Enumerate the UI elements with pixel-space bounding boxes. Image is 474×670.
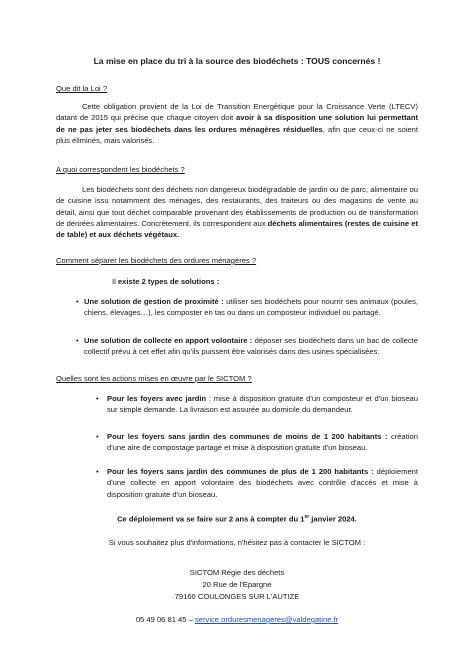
contact-intro: Si vous souhaitez plus d'informations, n'hésitez pas à contacter le SICTOM : bbox=[108, 538, 366, 547]
bullet-icon: • bbox=[96, 467, 99, 476]
heading-what: A quoi correspondent les biodéchets ? bbox=[56, 165, 185, 174]
solution-collect bbox=[84, 335, 418, 358]
solution-collect-title: Une solution de collecte en apport volontaire : bbox=[84, 336, 253, 345]
bullet-icon: • bbox=[76, 297, 79, 306]
solution-proximity bbox=[84, 296, 418, 319]
action-small-communes-title: Pour les foyers sans jardin des communes de moins de 1 200 habitants : bbox=[107, 432, 388, 441]
solution-proximity-title: Une solution de gestion de proximité : bbox=[84, 297, 224, 306]
heading-how: Comment séparer les biodéchets des ordures ménagères ? bbox=[56, 256, 257, 265]
intro-bold: existe 2 types de solutions : bbox=[117, 277, 220, 286]
action-large-communes-title: Pour les foyers sans jardin des communes de plus de 1 200 habitants : bbox=[107, 467, 374, 476]
action-large-communes bbox=[107, 466, 418, 500]
address-street: 20 Rue de l'Epargne bbox=[202, 580, 272, 589]
solution-collect-text: déposer ses biodéchets dans un bac de collecte collectif prévu à cet effet afin qu'ils puissent être valorisés dans des usines spécialisées. bbox=[84, 336, 418, 357]
contact-separator: – bbox=[186, 615, 195, 624]
contact-line bbox=[0, 615, 474, 624]
heading-actions: Quelles sont les actions mises en œuvre par le SICTOM ? bbox=[56, 374, 252, 383]
heading-law: Que dit la Loi ? bbox=[56, 84, 108, 93]
deploy-text: Ce déploiement va se faire sur 2 ans à compter du 1 bbox=[117, 514, 305, 524]
address-city: 79160 COULONGES SUR L'AUTIZE bbox=[174, 592, 300, 601]
paragraph-law bbox=[56, 101, 418, 146]
page-title: La mise en place du tri à la source des biodéchets : TOUS concernés ! bbox=[93, 56, 381, 66]
what-text-bold: déchets alimentaires (restes de cuisine et de table) et aux déchets végétaux. bbox=[56, 218, 418, 240]
action-with-garden bbox=[107, 393, 418, 416]
deployment-note bbox=[0, 514, 474, 524]
paragraph-what bbox=[56, 184, 418, 240]
action-with-garden-title: Pour les foyers avec jardin bbox=[107, 394, 207, 403]
phone-number: 05 49 06 81 45 bbox=[135, 615, 187, 624]
deploy-superscript: er bbox=[304, 514, 310, 520]
solution-proximity-text: utiliser ses biodéchets pour nourrir ses animaux (poules, chiens, élevages…), les composter en tas ou dans un composteur individuel ou partagé. bbox=[84, 297, 418, 318]
deploy-period: . bbox=[354, 514, 357, 524]
deploy-date: janvier 2024 bbox=[309, 514, 355, 524]
action-with-garden-text: : mise à disposition gratuite d'un composteur et d'un bioseau sur simple demande. La livraison est assurée au domicile du demandeur. bbox=[107, 394, 418, 415]
law-text-bold: avoir à sa disposition une solution lui permettant de ne pas jeter ses biodéchets dans les ordures ménagères résiduelles bbox=[56, 113, 418, 134]
law-text-a: Cette obligation provient de la Loi de Transition Energétique pour la Croissance Verte (LTECV) datant de 2015 qui précise que chaque citoyen doit bbox=[56, 102, 418, 123]
what-text-a: Les biodéchets sont des déchets non dangereux biodégradable de jardin ou de parc, alimentaire ou de cuisine issu notamment des ménages, des restaurants, des traiteurs ou des magasins de vente au détail, ainsi que tout déchet comparable provenant des établissements de production ou de transformation de denrées alimentaires. Concrètement, ils correspondent aux bbox=[56, 185, 418, 228]
action-large-communes-text: déploiement d'une collecte en apport volontaire des biodéchets avec contrôle d'accès et mise à disposition gratuite d'un bioseau. bbox=[107, 467, 418, 499]
email-link[interactable]: service.orduresmenageres@valdegatine.fr bbox=[194, 615, 339, 624]
address-name: SICTOM Régie des déchets bbox=[189, 568, 285, 577]
bullet-icon: • bbox=[96, 432, 99, 441]
law-text-c: , afin que ceux-ci ne soient plus éliminés, mais valorisés. bbox=[56, 124, 418, 145]
bullet-icon: • bbox=[76, 336, 79, 345]
intro-text: Il bbox=[112, 277, 118, 286]
bullet-icon: • bbox=[96, 394, 99, 403]
solutions-intro bbox=[112, 277, 219, 286]
action-small-communes bbox=[107, 431, 418, 454]
action-small-communes-text: création d'une aire de compostage partagé et mise à disposition gratuite d'un bioseau. bbox=[107, 432, 418, 453]
